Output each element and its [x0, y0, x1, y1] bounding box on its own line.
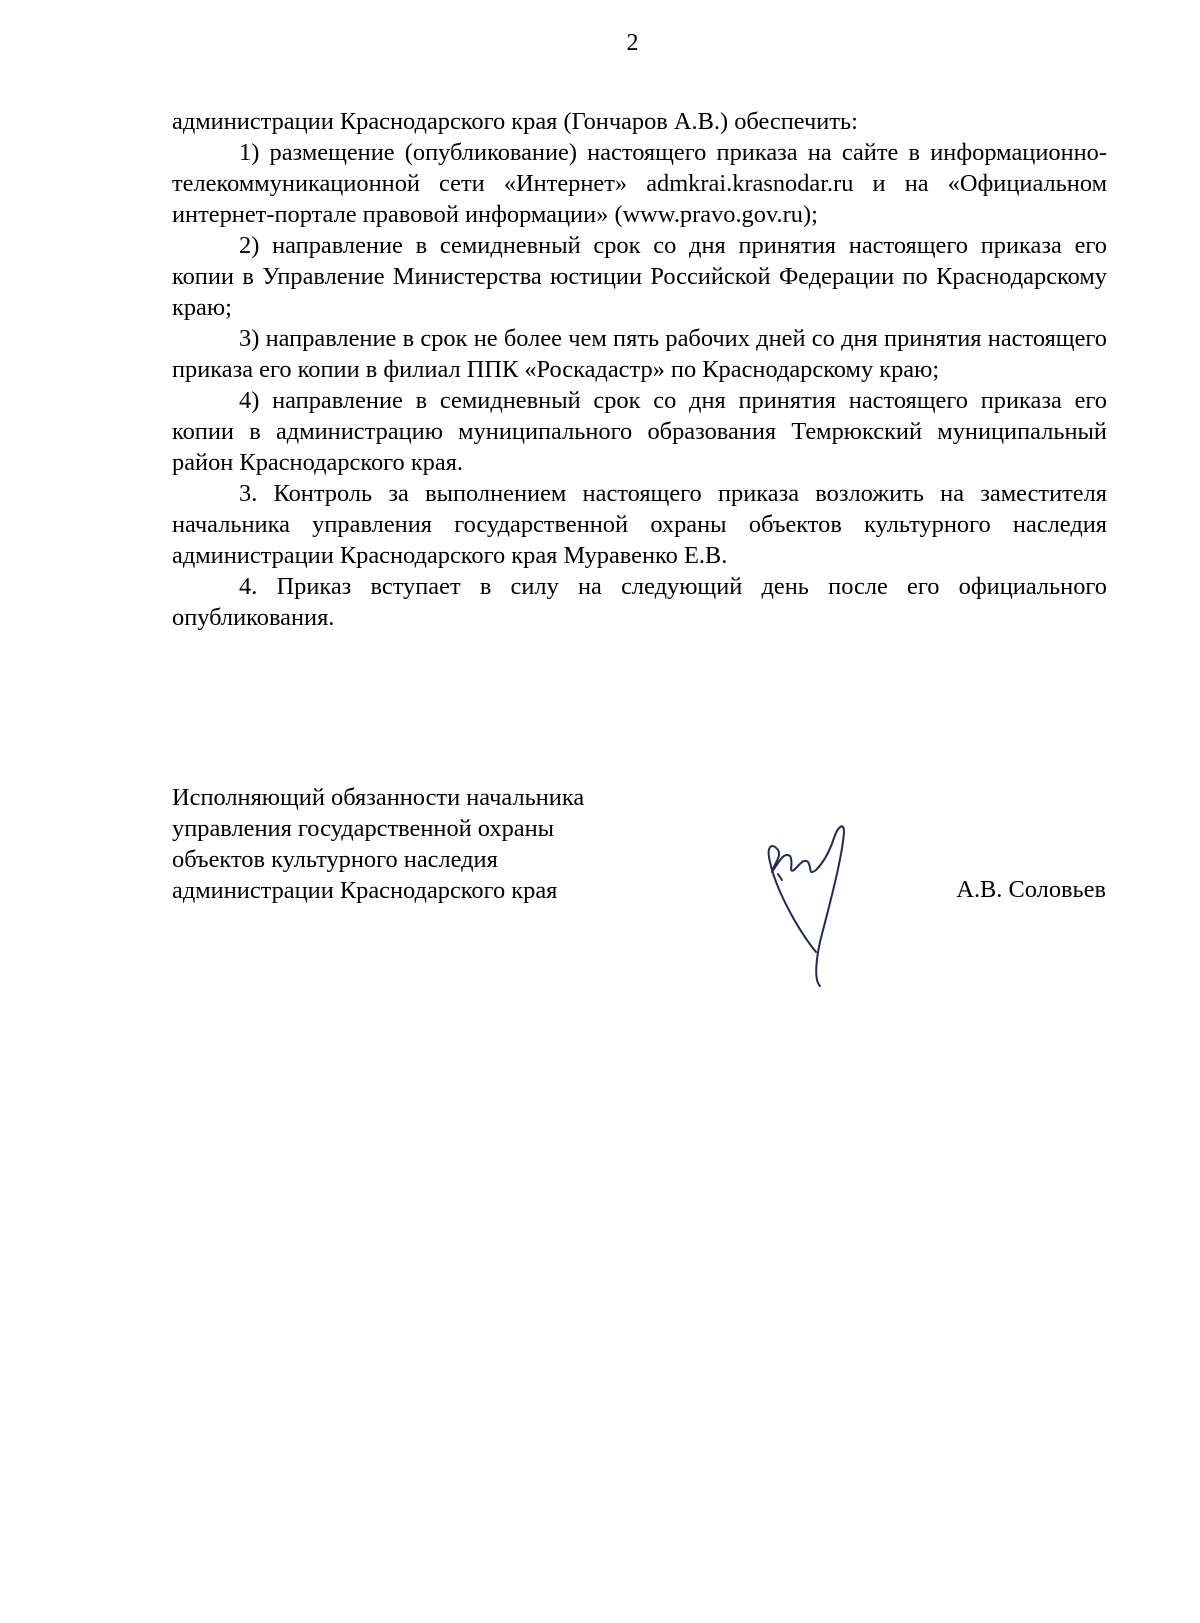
paragraph-item-1: 1) размещение (опубликование) настоящего приказа на сайте в информационно-телекоммуникационной сети «Интернет» admkrai.krasnodar.ru и на «Официальном интернет-портале правовой информации» (www.pravo.gov.ru); — [172, 139, 1107, 228]
signatory-position — [172, 782, 692, 906]
paragraph-intro: администрации Краснодарского края (Гончаров А.В.) обеспечить: — [172, 108, 858, 135]
position-line: Исполняющий обязанности начальника — [172, 784, 585, 811]
paragraph-item-4: 4) направление в семидневный срок со дня принятия настоящего приказа его копии в администрацию муниципального образования Темрюкский муниципальный район Краснодарского края. — [172, 387, 1107, 476]
paragraph-effective-date: 4. Приказ вступает в силу на следующий день после его официального опубликования. — [172, 573, 1107, 631]
paragraph-item-3: 3) направление в срок не более чем пять рабочих дней со дня принятия настоящего приказа его копии в филиал ППК «Роскадастр» по Краснодарскому краю; — [172, 325, 1107, 383]
signer-name: А.В. Соловьев — [956, 876, 1106, 903]
handwritten-signature — [758, 820, 868, 995]
position-line: управления государственной охраны — [172, 815, 555, 842]
document-body — [172, 106, 1107, 633]
position-line: администрации Краснодарского края — [172, 877, 558, 904]
page-number: 2 — [626, 30, 639, 56]
paragraph-control-clause: 3. Контроль за выполнением настоящего приказа возложить на заместителя начальника управления государственной охраны объектов культурного наследия администрации Краснодарского края Муравенко Е.В. — [172, 480, 1107, 569]
paragraph-item-2: 2) направление в семидневный срок со дня принятия настоящего приказа его копии в Управление Министерства юстиции Российской Федерации по Краснодарскому краю; — [172, 232, 1107, 321]
position-line: объектов культурного наследия — [172, 846, 498, 873]
